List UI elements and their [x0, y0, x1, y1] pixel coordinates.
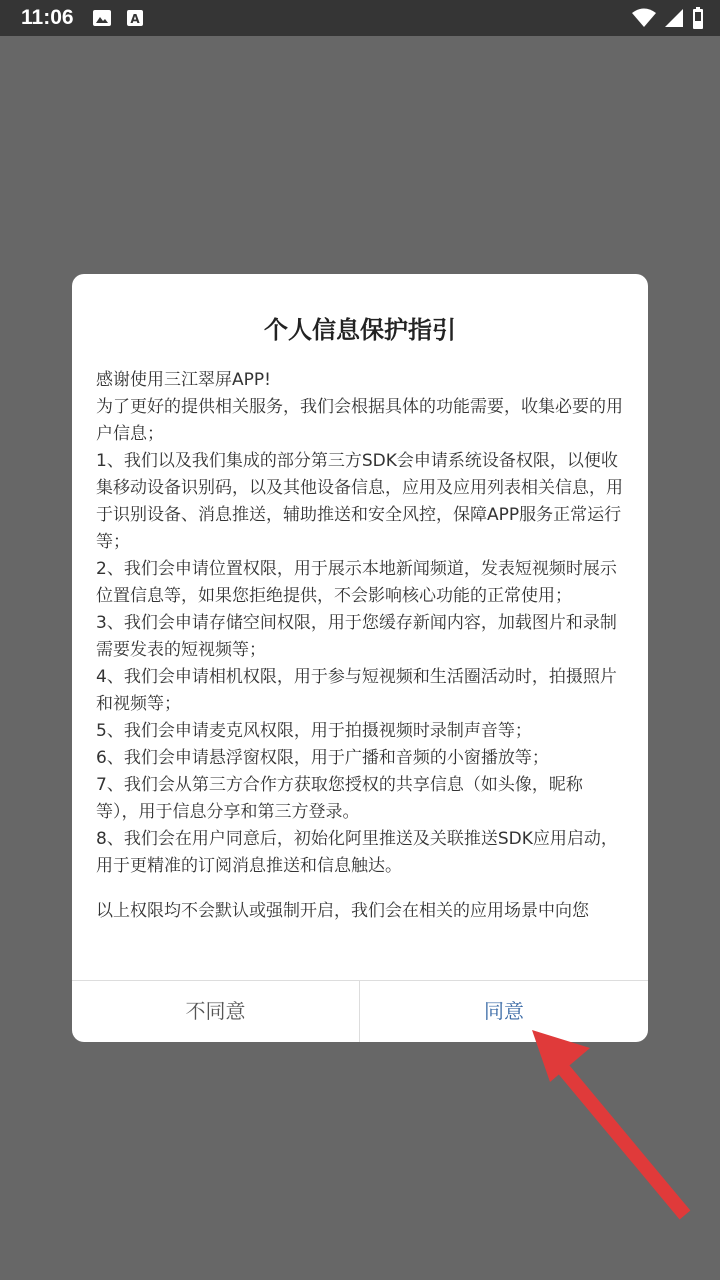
dialog-title: 个人信息保护指引 — [264, 316, 456, 344]
disagree-button[interactable]: 不同意 — [185, 999, 246, 1023]
dialog-body[interactable] — [96, 367, 624, 945]
wifi-icon — [632, 8, 656, 32]
paragraph-gap — [96, 880, 624, 898]
battery-icon — [692, 7, 704, 33]
permission-item-5: 5、我们会申请麦克风权限，用于拍摄视频时录制声音等； — [96, 721, 532, 741]
signal-icon — [664, 8, 684, 32]
permission-item-7: 7、我们会从第三方合作方获取您授权的共享信息（如头像，昵称等），用于信息分享和第三方登录。 — [96, 775, 583, 822]
intro-line: 感谢使用三江翠屏APP! — [96, 370, 271, 390]
pointer-arrow-icon — [520, 1020, 700, 1230]
permission-item-8: 8、我们会在用户同意后，初始化阿里推送及关联推送SDK应用启动，用于更精准的订阅消息推送和信息触达。 — [96, 829, 618, 876]
permission-item-6: 6、我们会申请悬浮窗权限，用于广播和音频的小窗播放等； — [96, 748, 549, 768]
permission-item-2: 2、我们会申请位置权限，用于展示本地新闻频道，发表短视频时展示位置信息等，如果您拒绝提供，不会影响核心功能的正常使用； — [96, 559, 617, 606]
status-bar — [0, 0, 720, 36]
permission-item-4: 4、我们会申请相机权限，用于参与短视频和生活圈活动时，拍摄照片和视频等； — [96, 667, 617, 714]
image-icon — [92, 9, 112, 31]
status-time: 11:06 — [21, 6, 74, 29]
permission-item-1: 1、我们以及我们集成的部分第三方SDK会申请系统设备权限，以便收集移动设备识别码，以及其他设备信息，应用及应用列表相关信息，用于识别设备、消息推送，辅助推送和安全风控，保障APP服务正常运行等； — [96, 451, 623, 552]
a-notification-icon — [126, 9, 144, 31]
svg-text:A: A — [130, 12, 140, 26]
agree-button[interactable]: 同意 — [484, 999, 524, 1023]
privacy-dialog — [72, 274, 648, 1042]
permission-item-3: 3、我们会申请存储空间权限，用于您缓存新闻内容，加载图片和录制需要发表的短视频等； — [96, 613, 617, 660]
purpose-paragraph: 为了更好的提供相关服务，我们会根据具体的功能需要，收集必要的用户信息； — [96, 397, 623, 444]
trailing-text: 以上权限均不会默认或强制开启，我们会在相关的应用场景中向您 — [96, 901, 589, 921]
